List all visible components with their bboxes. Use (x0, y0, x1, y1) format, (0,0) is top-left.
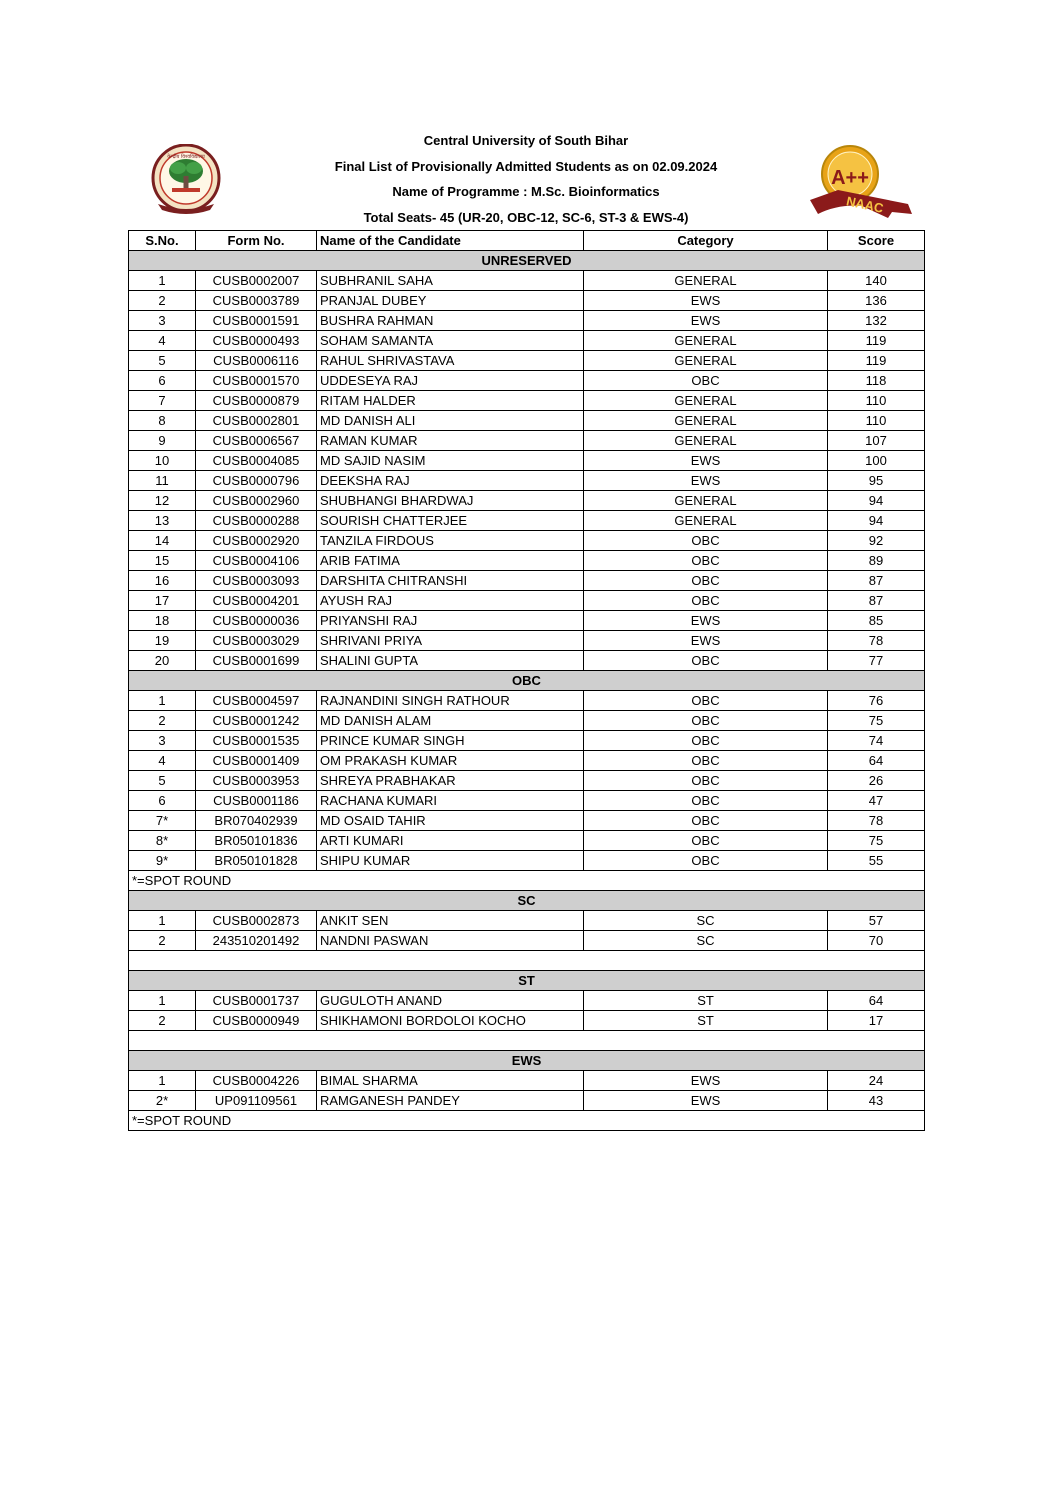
score-cell: 100 (828, 451, 925, 471)
category-cell: OBC (584, 791, 828, 811)
table-row (129, 411, 925, 431)
list-title: Final List of Provisionally Admitted Students as on 02.09.2024 (334, 159, 718, 174)
score-cell: 64 (828, 991, 925, 1011)
candidate-name-cell: SHUBHANGI BHARDWAJ (317, 491, 584, 511)
table-row (129, 391, 925, 411)
university-emblem-logo (148, 144, 224, 216)
score-cell: 140 (828, 271, 925, 291)
sno-cell: 5 (129, 771, 196, 791)
spacer-row (129, 951, 925, 971)
score-cell: 118 (828, 371, 925, 391)
sno-cell: 4 (129, 331, 196, 351)
candidate-name-cell: RAMAN KUMAR (317, 431, 584, 451)
score-cell: 119 (828, 351, 925, 371)
category-cell: EWS (584, 1071, 828, 1091)
sno-cell: 2 (129, 931, 196, 951)
section-header-obc (129, 671, 925, 691)
table-row (129, 591, 925, 611)
table-row (129, 611, 925, 631)
candidate-name-cell: PRANJAL DUBEY (317, 291, 584, 311)
table-row (129, 331, 925, 351)
form-no-cell: CUSB0002920 (196, 531, 317, 551)
section-title: EWS (129, 1051, 925, 1071)
candidate-name-cell: SUBHRANIL SAHA (317, 271, 584, 291)
candidate-name-cell: PRINCE KUMAR SINGH (317, 731, 584, 751)
form-no-cell: CUSB0000288 (196, 511, 317, 531)
score-cell: 89 (828, 551, 925, 571)
form-no-cell: CUSB0000036 (196, 611, 317, 631)
form-no-cell: CUSB0004085 (196, 451, 317, 471)
table-row (129, 751, 925, 771)
score-cell: 64 (828, 751, 925, 771)
form-no-cell: CUSB0000796 (196, 471, 317, 491)
category-cell: OBC (584, 851, 828, 871)
candidate-name-cell: SHREYA PRABHAKAR (317, 771, 584, 791)
table-row (129, 691, 925, 711)
section-title: OBC (129, 671, 925, 691)
spacer-cell (129, 951, 925, 971)
form-no-cell: CUSB0001242 (196, 711, 317, 731)
col-score: Score (828, 231, 925, 251)
candidate-name-cell: ARTI KUMARI (317, 831, 584, 851)
candidate-name-cell: SHALINI GUPTA (317, 651, 584, 671)
candidate-name-cell: OM PRAKASH KUMAR (317, 751, 584, 771)
candidate-name-cell: PRIYANSHI RAJ (317, 611, 584, 631)
form-no-cell: CUSB0002801 (196, 411, 317, 431)
score-cell: 95 (828, 471, 925, 491)
table-row (129, 311, 925, 331)
score-cell: 119 (828, 331, 925, 351)
category-cell: ST (584, 1011, 828, 1031)
category-cell: GENERAL (584, 271, 828, 291)
form-no-cell: CUSB0004597 (196, 691, 317, 711)
sno-cell: 1 (129, 1071, 196, 1091)
table-row (129, 931, 925, 951)
sno-cell: 9 (129, 431, 196, 451)
score-cell: 76 (828, 691, 925, 711)
form-no-cell: CUSB0000949 (196, 1011, 317, 1031)
sno-cell: 1 (129, 691, 196, 711)
sno-cell: 8* (129, 831, 196, 851)
score-cell: 92 (828, 531, 925, 551)
score-cell: 110 (828, 391, 925, 411)
sno-cell: 20 (129, 651, 196, 671)
table-row (129, 291, 925, 311)
form-no-cell: CUSB0002960 (196, 491, 317, 511)
category-cell: EWS (584, 291, 828, 311)
score-cell: 87 (828, 571, 925, 591)
table-row (129, 431, 925, 451)
sno-cell: 2 (129, 1011, 196, 1031)
col-sno: S.No. (129, 231, 196, 251)
sno-cell: 6 (129, 371, 196, 391)
candidate-name-cell: RITAM HALDER (317, 391, 584, 411)
table-row (129, 651, 925, 671)
form-no-cell: CUSB0003029 (196, 631, 317, 651)
section-header-sc (129, 891, 925, 911)
form-no-cell: CUSB0004106 (196, 551, 317, 571)
category-cell: OBC (584, 771, 828, 791)
candidate-name-cell: MD DANISH ALI (317, 411, 584, 431)
category-cell: OBC (584, 691, 828, 711)
candidate-name-cell: SOHAM SAMANTA (317, 331, 584, 351)
section-title: SC (129, 891, 925, 911)
category-cell: ST (584, 991, 828, 1011)
category-cell: OBC (584, 571, 828, 591)
table-row (129, 551, 925, 571)
col-candidate-name: Name of the Candidate (317, 231, 584, 251)
section-header-ews (129, 1051, 925, 1071)
category-cell: GENERAL (584, 351, 828, 371)
sno-cell: 6 (129, 791, 196, 811)
category-cell: OBC (584, 751, 828, 771)
table-row (129, 731, 925, 751)
form-no-cell: CUSB0002873 (196, 911, 317, 931)
score-cell: 26 (828, 771, 925, 791)
section-title: ST (129, 971, 925, 991)
sno-cell: 14 (129, 531, 196, 551)
category-cell: EWS (584, 611, 828, 631)
section-header-st (129, 971, 925, 991)
category-cell: OBC (584, 531, 828, 551)
sno-cell: 18 (129, 611, 196, 631)
sno-cell: 1 (129, 271, 196, 291)
candidate-name-cell: AYUSH RAJ (317, 591, 584, 611)
score-cell: 75 (828, 711, 925, 731)
table-row (129, 491, 925, 511)
score-cell: 70 (828, 931, 925, 951)
candidate-name-cell: TANZILA FIRDOUS (317, 531, 584, 551)
candidate-name-cell: DEEKSHA RAJ (317, 471, 584, 491)
candidate-name-cell: DARSHITA CHITRANSHI (317, 571, 584, 591)
form-no-cell: CUSB0001535 (196, 731, 317, 751)
category-cell: OBC (584, 711, 828, 731)
form-no-cell: CUSB0000879 (196, 391, 317, 411)
badge-grade: A++ (831, 167, 869, 189)
candidate-name-cell: SHIKHAMONI BORDOLOI KOCHO (317, 1011, 584, 1031)
section-header-unreserved (129, 251, 925, 271)
sno-cell: 12 (129, 491, 196, 511)
sno-cell: 1 (129, 911, 196, 931)
sno-cell: 7* (129, 811, 196, 831)
total-seats: Total Seats- 45 (UR-20, OBC-12, SC-6, ST-3 & EWS-4) (363, 210, 689, 225)
category-cell: GENERAL (584, 411, 828, 431)
candidate-name-cell: UDDESEYA RAJ (317, 371, 584, 391)
candidate-name-cell: BIMAL SHARMA (317, 1071, 584, 1091)
score-cell: 17 (828, 1011, 925, 1031)
score-cell: 85 (828, 611, 925, 631)
sno-cell: 2 (129, 291, 196, 311)
category-cell: EWS (584, 1091, 828, 1111)
form-no-cell: CUSB0006567 (196, 431, 317, 451)
form-no-cell: CUSB0003789 (196, 291, 317, 311)
sno-cell: 19 (129, 631, 196, 651)
category-cell: OBC (584, 811, 828, 831)
table-row (129, 991, 925, 1011)
sno-cell: 2 (129, 711, 196, 731)
form-no-cell: UP091109561 (196, 1091, 317, 1111)
sno-cell: 16 (129, 571, 196, 591)
score-cell: 74 (828, 731, 925, 751)
spot-round-note-row (129, 871, 925, 891)
form-no-cell: CUSB0000493 (196, 331, 317, 351)
category-cell: GENERAL (584, 331, 828, 351)
form-no-cell: BR050101828 (196, 851, 317, 871)
score-cell: 55 (828, 851, 925, 871)
candidate-name-cell: RAMGANESH PANDEY (317, 1091, 584, 1111)
score-cell: 107 (828, 431, 925, 451)
score-cell: 110 (828, 411, 925, 431)
sno-cell: 15 (129, 551, 196, 571)
candidate-name-cell: NANDNI PASWAN (317, 931, 584, 951)
form-no-cell: BR050101836 (196, 831, 317, 851)
score-cell: 78 (828, 811, 925, 831)
sno-cell: 3 (129, 731, 196, 751)
spot-round-note: *=SPOT ROUND (129, 871, 925, 891)
sno-cell: 7 (129, 391, 196, 411)
category-cell: EWS (584, 451, 828, 471)
table-row (129, 911, 925, 931)
table-row (129, 471, 925, 491)
col-form-no: Form No. (196, 231, 317, 251)
table-body (129, 251, 925, 1131)
category-cell: OBC (584, 831, 828, 851)
table-row (129, 511, 925, 531)
spacer-row (129, 1031, 925, 1051)
form-no-cell: CUSB0002007 (196, 271, 317, 291)
table-row (129, 811, 925, 831)
category-cell: SC (584, 911, 828, 931)
candidate-name-cell: MD DANISH ALAM (317, 711, 584, 731)
sno-cell: 8 (129, 411, 196, 431)
candidate-name-cell: MD OSAID TAHIR (317, 811, 584, 831)
category-cell: GENERAL (584, 431, 828, 451)
score-cell: 24 (828, 1071, 925, 1091)
table-row (129, 1011, 925, 1031)
candidate-name-cell: ARIB FATIMA (317, 551, 584, 571)
sno-cell: 9* (129, 851, 196, 871)
table-row (129, 531, 925, 551)
score-cell: 94 (828, 511, 925, 531)
category-cell: GENERAL (584, 491, 828, 511)
emblem-text: केन्द्रीय विश्वविद्यालय (167, 154, 205, 160)
category-cell: EWS (584, 311, 828, 331)
candidate-name-cell: SHRIVANI PRIYA (317, 631, 584, 651)
form-no-cell: BR070402939 (196, 811, 317, 831)
form-no-cell: CUSB0001409 (196, 751, 317, 771)
category-cell: EWS (584, 471, 828, 491)
category-cell: OBC (584, 551, 828, 571)
score-cell: 94 (828, 491, 925, 511)
table-row (129, 271, 925, 291)
programme-name: Name of Programme : M.Sc. Bioinformatics (392, 184, 660, 199)
candidate-name-cell: MD SAJID NASIM (317, 451, 584, 471)
table-row (129, 1091, 925, 1111)
table-row (129, 771, 925, 791)
section-title: UNRESERVED (129, 251, 925, 271)
category-cell: GENERAL (584, 511, 828, 531)
candidate-name-cell: BUSHRA RAHMAN (317, 311, 584, 331)
spot-round-note-row (129, 1111, 925, 1131)
sno-cell: 3 (129, 311, 196, 331)
sno-cell: 4 (129, 751, 196, 771)
table-row (129, 451, 925, 471)
candidate-name-cell: GUGULOTH ANAND (317, 991, 584, 1011)
score-cell: 47 (828, 791, 925, 811)
form-no-cell: CUSB0004201 (196, 591, 317, 611)
score-cell: 78 (828, 631, 925, 651)
university-name: Central University of South Bihar (423, 133, 629, 148)
score-cell: 136 (828, 291, 925, 311)
table-row (129, 571, 925, 591)
spacer-cell (129, 1031, 925, 1051)
sno-cell: 5 (129, 351, 196, 371)
form-no-cell: CUSB0003953 (196, 771, 317, 791)
spot-round-note: *=SPOT ROUND (129, 1111, 925, 1131)
score-cell: 77 (828, 651, 925, 671)
sno-cell: 2* (129, 1091, 196, 1111)
table-row (129, 831, 925, 851)
sno-cell: 10 (129, 451, 196, 471)
category-cell: GENERAL (584, 391, 828, 411)
admission-list-table (128, 230, 925, 1131)
badge-label: NAAC (845, 193, 885, 216)
candidate-name-cell: SHIPU KUMAR (317, 851, 584, 871)
header-row (129, 231, 925, 251)
category-cell: SC (584, 931, 828, 951)
form-no-cell: CUSB0001570 (196, 371, 317, 391)
form-no-cell: CUSB0001737 (196, 991, 317, 1011)
category-cell: OBC (584, 371, 828, 391)
table-row (129, 791, 925, 811)
sno-cell: 11 (129, 471, 196, 491)
candidate-name-cell: RAJNANDINI SINGH RATHOUR (317, 691, 584, 711)
form-no-cell: 243510201492 (196, 931, 317, 951)
table-row (129, 631, 925, 651)
table-row (129, 1071, 925, 1091)
naac-badge-logo (808, 142, 916, 218)
score-cell: 43 (828, 1091, 925, 1111)
category-cell: OBC (584, 731, 828, 751)
document-header (128, 128, 924, 228)
candidate-name-cell: SOURISH CHATTERJEE (317, 511, 584, 531)
table-row (129, 351, 925, 371)
form-no-cell: CUSB0003093 (196, 571, 317, 591)
table-row (129, 711, 925, 731)
form-no-cell: CUSB0001699 (196, 651, 317, 671)
sno-cell: 13 (129, 511, 196, 531)
table-row (129, 371, 925, 391)
table-row (129, 851, 925, 871)
score-cell: 87 (828, 591, 925, 611)
sno-cell: 1 (129, 991, 196, 1011)
candidate-name-cell: RAHUL SHRIVASTAVA (317, 351, 584, 371)
form-no-cell: CUSB0006116 (196, 351, 317, 371)
category-cell: EWS (584, 631, 828, 651)
sno-cell: 17 (129, 591, 196, 611)
candidate-name-cell: ANKIT SEN (317, 911, 584, 931)
score-cell: 132 (828, 311, 925, 331)
candidate-name-cell: RACHANA KUMARI (317, 791, 584, 811)
category-cell: OBC (584, 591, 828, 611)
score-cell: 75 (828, 831, 925, 851)
col-category: Category (584, 231, 828, 251)
score-cell: 57 (828, 911, 925, 931)
form-no-cell: CUSB0001186 (196, 791, 317, 811)
form-no-cell: CUSB0004226 (196, 1071, 317, 1091)
form-no-cell: CUSB0001591 (196, 311, 317, 331)
category-cell: OBC (584, 651, 828, 671)
